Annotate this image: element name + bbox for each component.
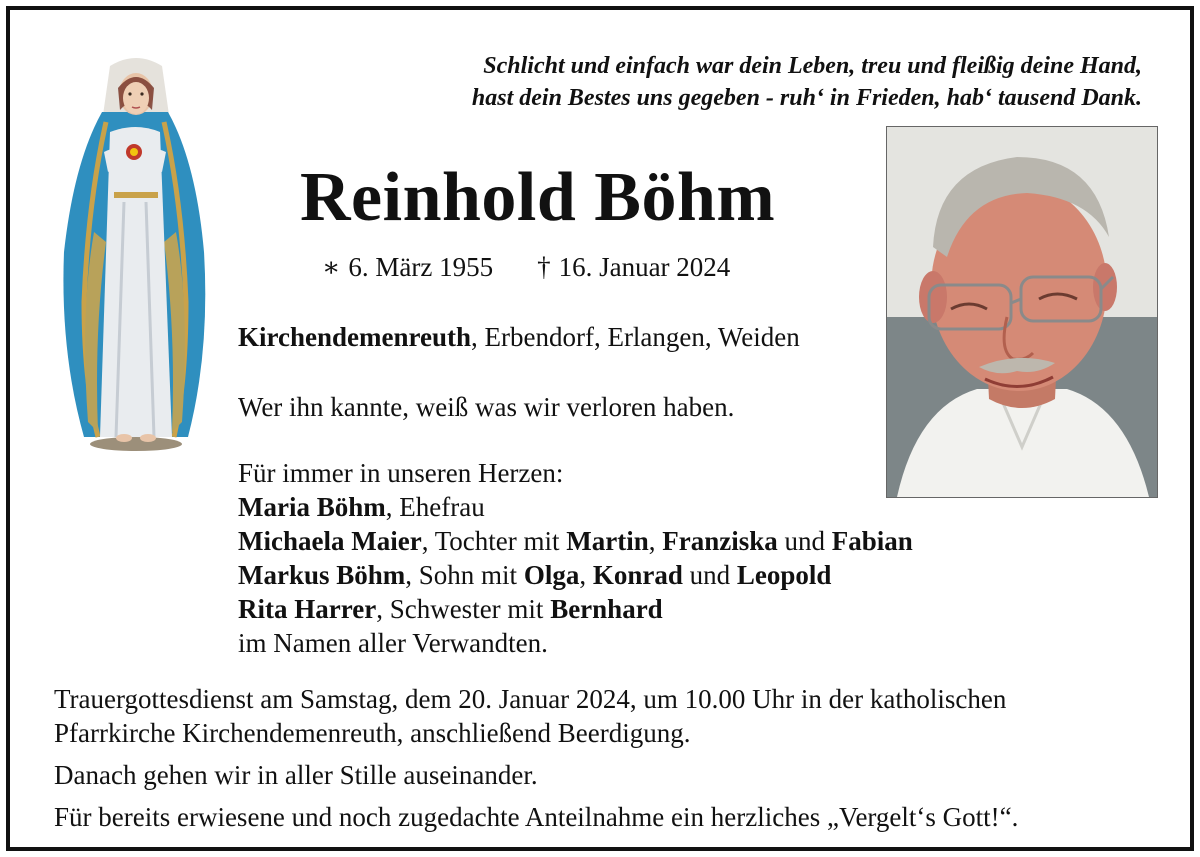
- mourner-row: [238, 592, 913, 626]
- death-cross-icon: †: [537, 252, 551, 282]
- mourner-row: [238, 524, 913, 558]
- mourner-name: Rita Harrer: [238, 594, 377, 624]
- mourner-name: Fabian: [831, 526, 913, 556]
- mourner-separator: ,: [648, 526, 663, 556]
- mourner-row: [238, 490, 913, 524]
- mourner-separator: ,: [579, 560, 593, 590]
- place-rest: , Erbendorf, Erlangen, Weiden: [471, 322, 800, 352]
- service-line-1: Trauergottesdienst am Samstag, dem 20. Januar 2024, um 10.00 Uhr in der katholischen: [54, 684, 1007, 714]
- places-line: [238, 320, 800, 354]
- service-line-4: Für bereits erwiesene und noch zugedachte Anteilnahme ein herzliches „Vergelt‘s Gott!“.: [54, 802, 1019, 832]
- birth-symbol-icon: ∗: [322, 252, 341, 282]
- mourner-name: Franziska: [662, 526, 778, 556]
- mourner-separator: und: [682, 560, 737, 590]
- memorial-verse: [472, 50, 1142, 114]
- deceased-name: Reinhold Böhm: [300, 159, 776, 236]
- service-line-3: Danach gehen wir in aller Stille auseinander.: [54, 760, 538, 790]
- service-line-2: Pfarrkirche Kirchendemenreuth, anschließend Beerdigung.: [54, 718, 691, 748]
- mourner-row: [238, 558, 913, 592]
- service-info: [54, 682, 1018, 834]
- mourner-relation: , Tochter mit: [421, 526, 567, 556]
- place-main: Kirchendemenreuth: [238, 322, 471, 352]
- death-date: 16. Januar 2024: [558, 252, 731, 282]
- mourner-relation: , Schwester mit: [376, 594, 551, 624]
- madonna-statue-image: [54, 52, 214, 452]
- mourner-name: Olga: [523, 560, 580, 590]
- portrait-image: [887, 127, 1157, 497]
- mourner-name: Markus Böhm: [238, 560, 406, 590]
- obituary-frame: [6, 6, 1194, 851]
- mourners-list: [238, 490, 913, 660]
- mourners-closing: im Namen aller Verwandten.: [238, 628, 548, 658]
- mourner-row: [238, 626, 913, 660]
- mourner-name: Michaela Maier: [238, 526, 422, 556]
- saying-text: Wer ihn kannte, weiß was wir verloren haben.: [238, 392, 735, 422]
- mourner-relation: , Sohn mit: [405, 560, 524, 590]
- mourner-separator: und: [777, 526, 832, 556]
- portrait-photo: [886, 126, 1158, 498]
- mourner-name: Konrad: [592, 560, 683, 590]
- mourner-name: Leopold: [736, 560, 832, 590]
- mourners-intro: Für immer in unseren Herzen:: [238, 458, 564, 488]
- mourner-name: Maria Böhm: [238, 492, 386, 522]
- verse-line-2: hast dein Bestes uns gegeben - ruh‘ in Frieden, hab‘ tausend Dank.: [471, 85, 1142, 111]
- mourner-name: Martin: [566, 526, 649, 556]
- mourner-name: Bernhard: [550, 594, 663, 624]
- mourner-relation: , Ehefrau: [385, 492, 485, 522]
- birth-date: 6. März 1955: [348, 252, 494, 282]
- life-dates: [322, 250, 730, 284]
- verse-line-1: Schlicht und einfach war dein Leben, treu und fleißig deine Hand,: [483, 53, 1142, 79]
